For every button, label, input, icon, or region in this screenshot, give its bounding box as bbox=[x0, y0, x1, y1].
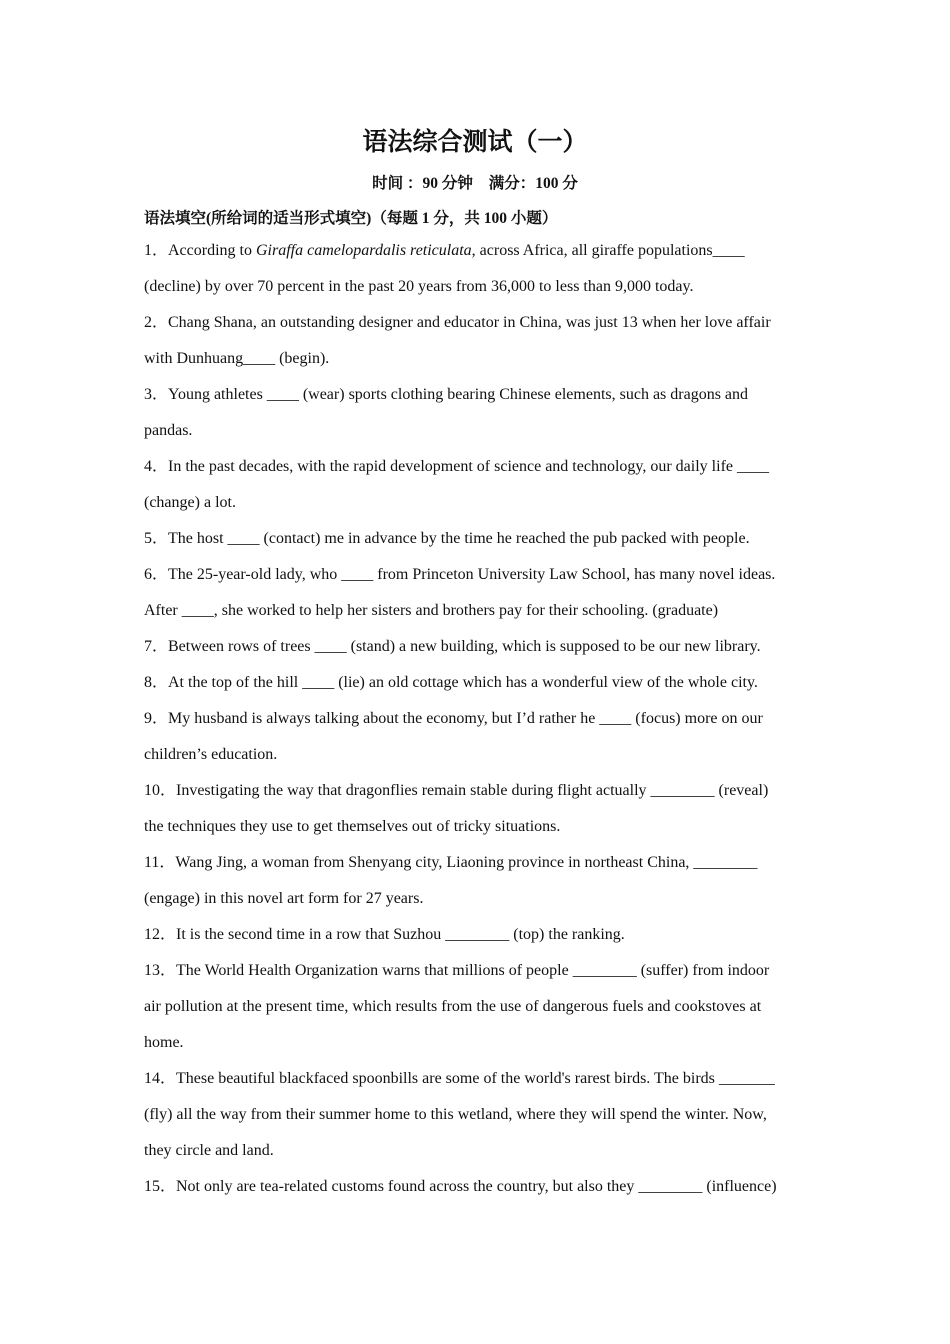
question-line: 15．Not only are tea-related customs found across the country, but also they ________ (influence) bbox=[144, 1178, 777, 1195]
question-line: 12．It is the second time in a row that Suzhou ________ (top) the ranking. bbox=[144, 926, 625, 943]
question-line: (decline) by over 70 percent in the past 20 years from 36,000 to less than 9,000 today. bbox=[144, 278, 694, 295]
question-line: the techniques they use to get themselves out of tricky situations. bbox=[144, 818, 561, 835]
exam-info bbox=[0, 171, 950, 193]
page-title: 语法综合测试（一） bbox=[362, 129, 588, 156]
question-line: 11．Wang Jing, a woman from Shenyang city, Liaoning province in northeast China, ________ bbox=[144, 854, 758, 871]
question-line: they circle and land. bbox=[144, 1142, 274, 1159]
exam-time: 时间 ：90 分钟 bbox=[372, 175, 473, 192]
question-line: 3．Young athletes ____ (wear) sports clothing bearing Chinese elements, such as dragons and bbox=[144, 386, 749, 403]
question-line: 9．My husband is always talking about the economy, but I’d rather he ____ (focus) more on our bbox=[144, 710, 763, 727]
question-line: pandas. bbox=[144, 422, 193, 439]
question-line: 4．In the past decades, with the rapid development of science and technology, our daily life ____ bbox=[144, 458, 769, 475]
species-name: Giraffa camelopardalis reticulata bbox=[255, 242, 472, 259]
exam-score: 满分：100 分 bbox=[488, 175, 578, 192]
question-text: 1．According to bbox=[144, 242, 256, 259]
question-line: After ____, she worked to help her sisters and brothers pay for their schooling. (graduate) bbox=[144, 602, 719, 619]
question-line: 5．The host ____ (contact) me in advance by the time he reached the pub packed with people. bbox=[144, 530, 750, 547]
question-line bbox=[144, 233, 814, 269]
question-line: (engage) in this novel art form for 27 years. bbox=[144, 890, 424, 907]
question-line: children’s education. bbox=[144, 746, 278, 763]
question-list bbox=[144, 233, 814, 1205]
question-line: 2．Chang Shana, an outstanding designer and educator in China, was just 13 when her love affair bbox=[144, 314, 771, 331]
question-text: , across Africa, all giraffe populations____ bbox=[471, 242, 745, 259]
question-line: 7．Between rows of trees ____ (stand) a new building, which is supposed to be our new library. bbox=[144, 638, 761, 655]
question-line: 13．The World Health Organization warns that millions of people ________ (suffer) from indoor bbox=[144, 962, 770, 979]
question-line: home. bbox=[144, 1034, 184, 1051]
question-line: with Dunhuang____ (begin). bbox=[144, 350, 330, 367]
question-line: 8．At the top of the hill ____ (lie) an old cottage which has a wonderful view of the whole city. bbox=[144, 674, 758, 691]
question-line: 6．The 25-year-old lady, who ____ from Princeton University Law School, has many novel ideas. bbox=[144, 566, 776, 583]
question-line: 14．These beautiful blackfaced spoonbills are some of the world's rarest birds. The birds _______ bbox=[144, 1070, 775, 1087]
question-line: 10．Investigating the way that dragonflies remain stable during flight actually ________ (reveal) bbox=[144, 782, 769, 799]
question-line: (fly) all the way from their summer home to this wetland, where they will spend the winter. Now, bbox=[144, 1106, 767, 1123]
question-line: air pollution at the present time, which results from the use of dangerous fuels and cookstoves at bbox=[144, 998, 762, 1015]
section-heading: 语法填空(所给词的适当形式填空)（每题 1 分，共 100 小题） bbox=[144, 210, 558, 227]
question-line: (change) a lot. bbox=[144, 494, 236, 511]
